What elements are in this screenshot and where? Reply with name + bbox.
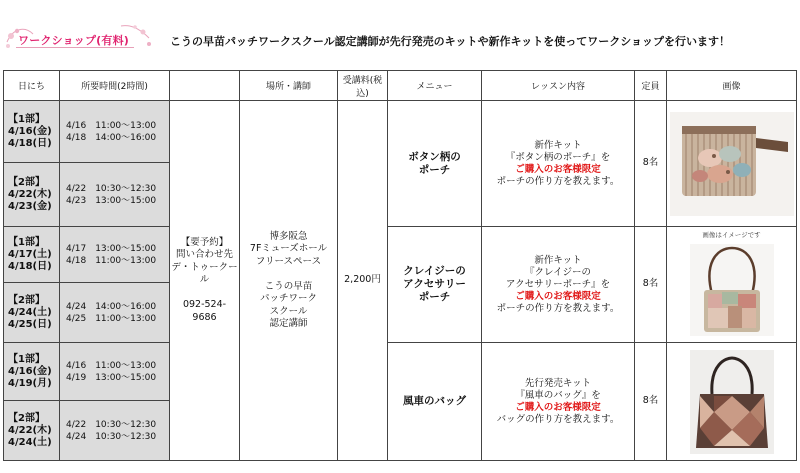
workshop-schedule-table: [3, 70, 797, 461]
col-date: 日にち: [4, 71, 60, 101]
table-row: [4, 227, 797, 283]
day-cell: 【2部】 4/22(木) 4/24(土): [4, 401, 60, 461]
menu-cell: 風車のバッグ: [388, 343, 482, 461]
capacity-cell: 8名: [635, 101, 667, 227]
col-fee: 受講料(税込): [338, 71, 388, 101]
image-cell: [667, 227, 797, 343]
col-capacity: 定員: [635, 71, 667, 101]
time-cell: 4/22 10:30～12:30 4/24 10:30～12:30: [60, 401, 170, 461]
day-cell: 【1部】 4/17(土) 4/18(日): [4, 227, 60, 283]
time-cell: 4/24 14:00～16:00 4/25 11:00～13:00: [60, 283, 170, 343]
workshop-badge: ワークショップ(有料): [18, 34, 130, 47]
col-venue: 場所・講師: [240, 71, 338, 101]
fee-cell: 2,200円: [338, 101, 388, 461]
day-cell: 【2部】 4/22(木) 4/23(金): [4, 163, 60, 227]
day-cell: 【1部】 4/16(金) 4/19(月): [4, 343, 60, 401]
table-row: [4, 101, 797, 163]
menu-cell: ボタン柄の ポーチ: [388, 101, 482, 227]
col-menu: メニュー: [388, 71, 482, 101]
venue-cell: 博多阪急 7Fミューズホール フリースペース こうの早苗 パッチワーク スクール 認定講師: [240, 101, 338, 461]
lesson-cell: 新作キット 『ボタン柄のポーチ』を ご購入のお客様限定 ポーチの作り方を教えます。: [482, 101, 635, 227]
day-cell: 【2部】 4/24(土) 4/25(日): [4, 283, 60, 343]
col-blank: [170, 71, 240, 101]
image-note: 画像はイメージです: [702, 231, 761, 239]
capacity-cell: 8名: [635, 343, 667, 461]
badge-underline: [16, 47, 134, 48]
col-lesson: レッスン内容: [482, 71, 635, 101]
header-row: [4, 71, 797, 101]
capacity-cell: 8名: [635, 227, 667, 343]
button-pouch-photo-icon: [670, 112, 794, 216]
page-header: [0, 0, 800, 62]
accessory-pouch-photo-icon: [690, 244, 774, 336]
lesson-cell: 先行発売キット 『風車のバッグ』を ご購入のお客様限定 バッグの作り方を教えます。: [482, 343, 635, 461]
contact-cell: 【要予約】 問い合わせ先 デ・トゥークール 092-524- 9686: [170, 101, 240, 461]
page-headline: こうの早苗パッチワークスクール認定講師が先行発売のキットや新作キットを使ってワークショップを行います！: [170, 35, 731, 48]
lesson-cell: 新作キット 『クレイジーの アクセサリーポーチ』を ご購入のお客様限定 ポーチの作り方を教えます。: [482, 227, 635, 343]
time-cell: 4/22 10:30～12:30 4/23 13:00～15:00: [60, 163, 170, 227]
col-image: 画像: [667, 71, 797, 101]
day-cell: 【1部】 4/16(金) 4/18(日): [4, 101, 60, 163]
col-duration: 所要時間(2時間): [60, 71, 170, 101]
time-cell: 4/16 11:00～13:00 4/19 13:00～15:00: [60, 343, 170, 401]
time-cell: 4/17 13:00～15:00 4/18 11:00～13:00: [60, 227, 170, 283]
time-cell: 4/16 11:00～13:00 4/18 14:00～16:00: [60, 101, 170, 163]
pinwheel-bag-photo-icon: [690, 350, 774, 454]
menu-cell: クレイジーの アクセサリー ポーチ: [388, 227, 482, 343]
image-cell: [667, 101, 797, 227]
table-row: [4, 343, 797, 401]
image-cell: [667, 343, 797, 461]
